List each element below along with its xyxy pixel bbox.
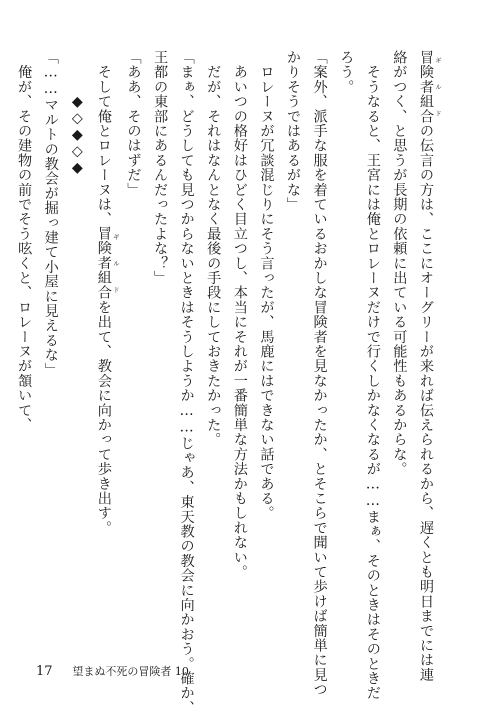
ruby-base: 冒険者組合	[95, 226, 112, 300]
text-fragment: の伝言の方は、ここにオーグリーが来れば伝えられるから、遅くとも明日までには連	[418, 123, 434, 683]
ruby-reading: ギルド	[434, 50, 442, 124]
text-fragment: 俺が、その建物の前でそう呟くと、ロレーヌが頷いて、	[16, 50, 33, 433]
text-line	[253, 50, 280, 640]
text-fragment: 王都の東部にあるんだったよな？」	[152, 50, 169, 286]
text-fragment: を出て、教会に向かって歩き出す。	[95, 299, 112, 536]
text-fragment: 「ああ、そのはずだ」	[125, 50, 142, 197]
text-line	[90, 50, 120, 640]
text-fragment: そして俺とロレーヌは、	[95, 50, 112, 227]
text-fragment: ◆◇◆◇◆	[69, 50, 86, 177]
ruby-word	[418, 50, 442, 124]
text-fragment: ろう。	[338, 50, 355, 95]
text-line	[173, 50, 200, 715]
ruby-base: 冒険者組合	[418, 50, 434, 124]
page-footer	[36, 663, 189, 679]
text-line	[200, 50, 227, 640]
text-line	[412, 50, 442, 683]
text-line	[64, 50, 91, 640]
text-fragment: ロレーヌが冗談混じりにそう言ったが、馬鹿にはできない話である。	[258, 50, 275, 521]
text-fragment: だが、それはなんとなく最後の手段にしておきたかった。	[205, 50, 222, 447]
text-fragment: あいつの格好はひどく目立つし、本当にそれが一番簡単な方法かもしれない。	[231, 50, 248, 580]
text-line	[333, 50, 360, 640]
text-line	[306, 50, 333, 697]
text-line	[120, 50, 147, 640]
ruby-reading: ギルド	[111, 226, 120, 300]
book-title: 望まぬ不死の冒険者 10	[72, 665, 189, 678]
text-line	[37, 50, 64, 640]
text-fragment: 「……マルトの教会が掘っ建て小屋に見えるな」	[42, 50, 59, 377]
text-fragment: かりそうではあるがな」	[285, 50, 302, 212]
ruby-word	[95, 226, 120, 300]
text-fragment: 絡がつく、と思うが長期の依頼に出ている可能性もあるからな。	[391, 50, 408, 477]
text-line	[359, 50, 386, 701]
text-line	[11, 50, 38, 640]
text-fragment: 「案外、派手な服を着ているおかしな冒険者を見なかったか、とそこらで聞いて歩けば簡単に見つ	[311, 50, 328, 697]
text-fragment: そうなると、王宮には俺とロレーヌだけで行くしかなくなるが……まぁ、そのときはそのときだ	[364, 50, 381, 701]
text-line	[226, 50, 253, 640]
text-line	[386, 50, 413, 640]
text-line	[146, 50, 173, 640]
page-number: 17	[36, 664, 53, 679]
text-fragment: 「まぁ、どうしても見つからないときはそうしようか……じゃあ、東天教の教会に向かおう。確か、	[178, 50, 195, 715]
text-line	[279, 50, 306, 640]
